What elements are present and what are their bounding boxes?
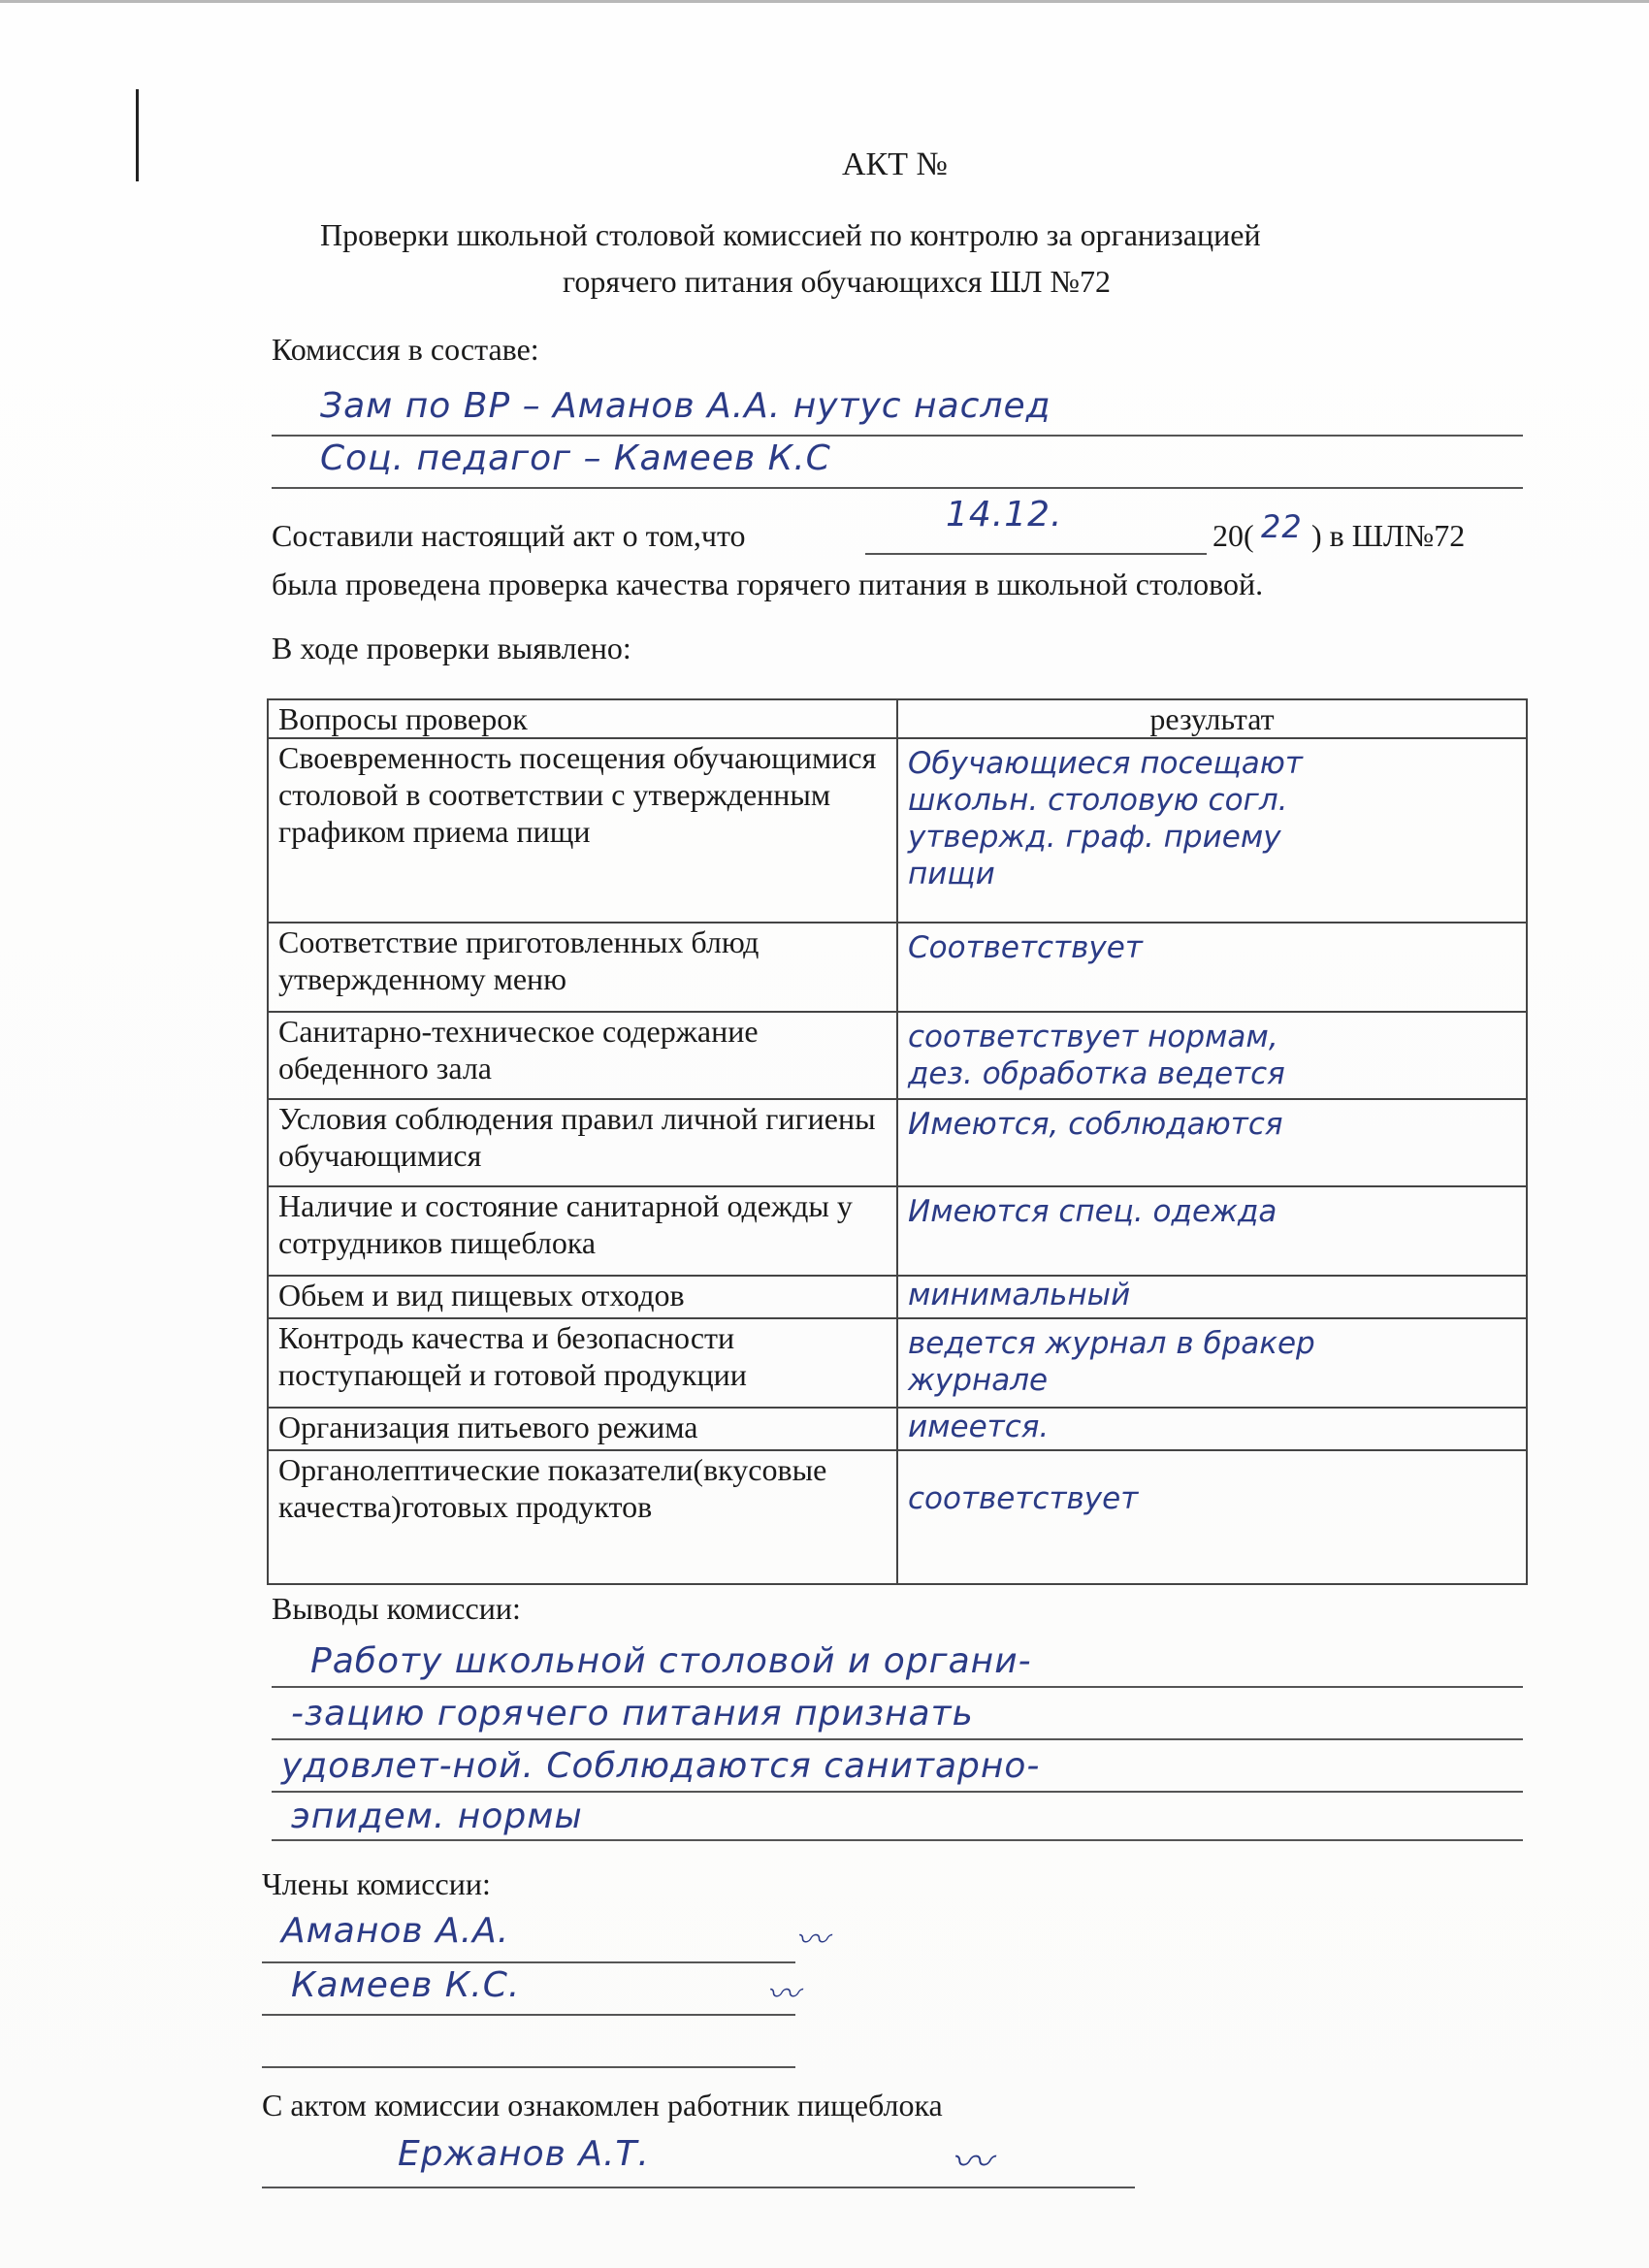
scan-edge	[0, 0, 1649, 3]
members-rule-1	[262, 1961, 795, 1963]
result-cell	[897, 1318, 1527, 1408]
result-handwritten: соответствует	[908, 1481, 1139, 1516]
conclusions-line-1-handwritten: Работу школьной столовой и органи-	[310, 1641, 1032, 1681]
conclusions-line-4-handwritten: эпидем. нормы	[291, 1797, 583, 1836]
findings-label: В ходе проверки выявлено:	[272, 631, 631, 665]
conclusions-line-3-handwritten: удовлет-ной. Соблюдаются санитарно-	[281, 1746, 1041, 1786]
question-cell: Условия соблюдения правил личной гигиены обучающимися	[268, 1099, 897, 1186]
question-cell: Органолептические показатели(вкусовые качества)готовых продуктов	[268, 1450, 897, 1584]
school-suffix: ) в ШЛ№72	[1311, 518, 1466, 553]
worker-signature: 〰	[951, 2138, 992, 2186]
statement-line-2: была проведена проверка качества горячего питания в школьной столовой.	[272, 567, 1264, 601]
column-header-result: результат	[897, 699, 1527, 738]
member-2-signature: 〰	[766, 1975, 799, 2014]
date-line	[865, 553, 1207, 555]
conclusions-label: Выводы комиссии:	[272, 1591, 521, 1626]
commission-line-1	[272, 435, 1523, 437]
result-cell	[897, 1012, 1527, 1099]
result-handwritten: Имеются, соблюдаются	[908, 1107, 1283, 1142]
question-cell: Организация питьевого режима	[268, 1408, 897, 1450]
result-cell	[897, 1450, 1527, 1584]
question-cell: Контродь качества и безопасности поступающей и готовой продукции	[268, 1318, 897, 1408]
margin-mark	[136, 89, 139, 181]
table-header-row	[268, 699, 1527, 738]
result-handwritten: соответствует нормам, дез. обработка ведется	[908, 1020, 1285, 1091]
act-title: АКТ №	[842, 146, 948, 182]
question-cell: Своевременность посещения обучающимися столовой в соответствии с утвержденным графиком приема пищи	[268, 738, 897, 923]
table-row	[268, 1186, 1527, 1276]
result-handwritten: Обучающиеся посещают школьн. столовую согл. утвержд. граф. приему пищи	[908, 746, 1303, 891]
conclusions-rule-1	[272, 1686, 1523, 1688]
acquainted-worker-handwritten: Ержанов А.Т.	[398, 2134, 650, 2174]
table-row	[268, 738, 1527, 923]
result-cell	[897, 923, 1527, 1012]
commission-label: Комиссия в составе:	[272, 332, 539, 367]
result-cell	[897, 1099, 1527, 1186]
result-cell	[897, 1276, 1527, 1318]
conclusions-rule-2	[272, 1738, 1523, 1740]
member-1-signature: 〰	[795, 1921, 828, 1960]
acquainted-rule	[262, 2187, 1135, 2188]
members-rule-2	[262, 2014, 795, 2016]
table-row	[268, 1450, 1527, 1584]
table-row	[268, 1408, 1527, 1450]
question-cell: Санитарно-техническое содержание обеденного зала	[268, 1012, 897, 1099]
result-cell	[897, 1408, 1527, 1450]
column-header-questions: Вопросы проверок	[268, 699, 897, 738]
result-handwritten: минимальный	[908, 1278, 1131, 1312]
question-cell: Соответствие приготовленных блюд утвержденному меню	[268, 923, 897, 1012]
year-handwritten: 22	[1261, 508, 1303, 545]
compiled-act-text: Составили настоящий акт о том,что	[272, 518, 746, 553]
members-rule-3	[262, 2066, 795, 2068]
member-1-handwritten: Аманов А.А.	[281, 1911, 510, 1951]
result-cell	[897, 1186, 1527, 1276]
conclusions-line-2-handwritten: -зацию горячего питания признать	[291, 1694, 974, 1733]
acquainted-label: С актом комиссии ознакомлен работник пищеблока	[262, 2088, 943, 2122]
result-handwritten: Имеются спец. одежда	[908, 1194, 1277, 1229]
inspection-table	[267, 698, 1528, 1585]
commission-member-1-handwritten: Зам по ВР – Аманов А.А. нутус наслед	[320, 386, 1051, 426]
table-row	[268, 1276, 1527, 1318]
act-subtitle-line-1: Проверки школьной столовой комиссией по контролю за организацией	[320, 217, 1261, 252]
table-row	[268, 1012, 1527, 1099]
inspection-date-handwritten: 14.12.	[946, 495, 1063, 535]
table-row	[268, 923, 1527, 1012]
table-row	[268, 1099, 1527, 1186]
question-cell: Наличие и состояние санитарной одежды у сотрудников пищеблока	[268, 1186, 897, 1276]
commission-line-2	[272, 487, 1523, 489]
act-subtitle-line-2: горячего питания обучающихся ШЛ №72	[563, 264, 1112, 299]
result-cell	[897, 738, 1527, 923]
result-handwritten: имеется.	[908, 1409, 1050, 1444]
question-cell: Обьем и вид пищевых отходов	[268, 1276, 897, 1318]
commission-member-2-handwritten: Соц. педагог – Камеев К.С	[320, 438, 831, 478]
result-handwritten: ведется журнал в бракер журнале	[908, 1326, 1315, 1398]
result-handwritten: Соответствует	[908, 930, 1143, 965]
conclusions-rule-3	[272, 1791, 1523, 1793]
members-label: Члены комиссии:	[262, 1866, 491, 1901]
year-prefix: 20(	[1212, 518, 1254, 553]
table-row	[268, 1318, 1527, 1408]
member-2-handwritten: Камеев К.С.	[291, 1965, 521, 2005]
conclusions-rule-4	[272, 1839, 1523, 1841]
